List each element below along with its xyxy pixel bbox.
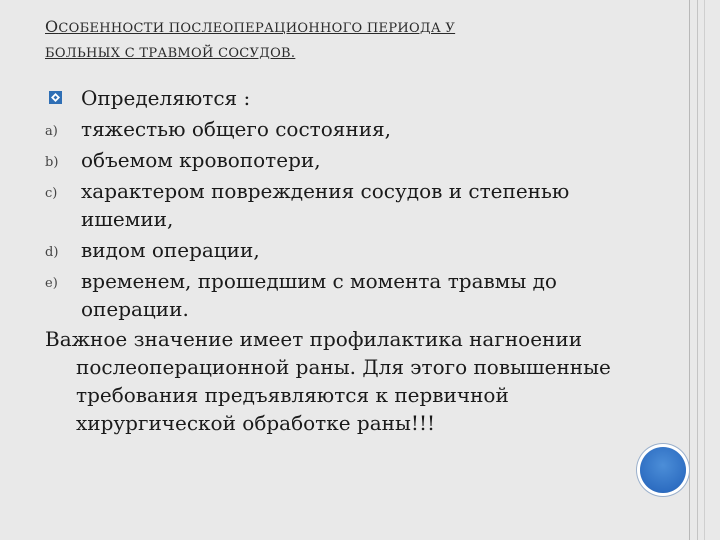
frame-line (704, 0, 705, 540)
note-paragraph: Важное значение имеет профилактика нагноении послеоперационной раны. Для этого повышенные требования предъявляются к первичной хирургической обработке раны!!! (45, 327, 611, 435)
list-item (45, 267, 645, 323)
title-line1: СОБЕННОСТИ ПОСЛЕОПЕРАЦИОННОГО ПЕРИОДА У (58, 21, 456, 36)
blue-circle-icon (640, 447, 686, 493)
list-item-text: характером повреждения сосудов и степенью ишемии, (81, 179, 570, 231)
list-item-text: временем, прошедшим с момента травмы до операции. (81, 269, 557, 321)
list-marker: e) (45, 276, 58, 291)
list-item (45, 115, 645, 143)
intro-row (45, 84, 645, 112)
frame-line (689, 0, 690, 540)
list-item (45, 236, 645, 264)
list-item-text: тяжестью общего состояния, (81, 117, 392, 141)
list-marker: b) (45, 155, 59, 170)
list-marker: a) (45, 124, 58, 139)
slide-content (45, 84, 645, 437)
frame-line (697, 0, 698, 540)
list-item-text: видом операции, (81, 238, 260, 262)
list-marker: d) (45, 245, 59, 260)
diamond-bullet-icon (49, 91, 62, 104)
intro-text: Определяются : (81, 86, 251, 110)
list-item (45, 146, 645, 174)
slide-title (45, 14, 605, 66)
list-marker: c) (45, 186, 58, 201)
title-line2: БОЛЬНЫХ С ТРАВМОЙ СОСУДОВ. (45, 46, 296, 61)
list-item (45, 177, 645, 233)
title-initial: О (45, 17, 59, 36)
list-item-text: объемом кровопотери, (81, 148, 321, 172)
